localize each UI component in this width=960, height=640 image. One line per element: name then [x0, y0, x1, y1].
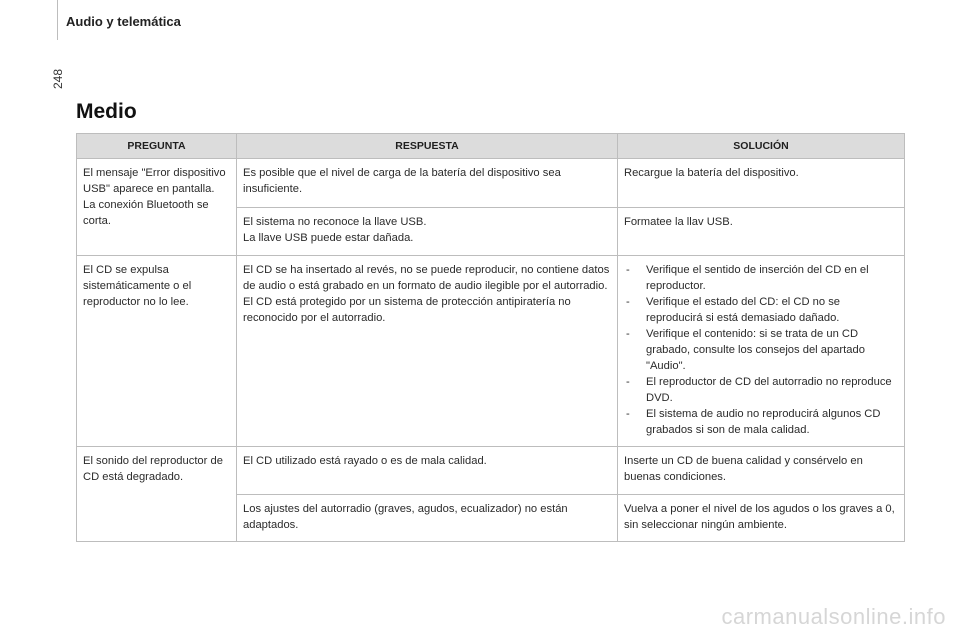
solution-text: Recargue la batería del dispositivo. [624, 167, 799, 179]
column-header-question: PREGUNTA [77, 134, 237, 159]
list-item: - Verifique el sentido de inserción del CD en el reproductor. [624, 262, 898, 294]
answer-text: El sistema no reconoce la llave USB. [243, 216, 427, 228]
watermark-text: carmanualsonline.info [721, 604, 946, 629]
question-cell [77, 159, 237, 256]
table-row [77, 447, 905, 495]
solution-cell [618, 495, 905, 542]
solution-cell [618, 208, 905, 256]
question-cell [77, 447, 237, 542]
question-cell [77, 256, 237, 447]
list-item: - Verifique el contenido: si se trata de un CD grabado, consulte los consejos del apartado "Audio". [624, 326, 898, 374]
answer-cell [237, 256, 618, 447]
column-header-answer: RESPUESTA [237, 134, 618, 159]
solution-text: Formatee la llav USB. [624, 216, 733, 228]
answer-text: Es posible que el nivel de carga de la batería del dispositivo sea insuficiente. [243, 167, 561, 195]
chapter-title: Audio y telemática [66, 14, 181, 29]
answer-cell [237, 447, 618, 495]
answer-cell [237, 159, 618, 208]
solution-text: Vuelva a poner el nivel de los agudos o los graves a 0, sin seleccionar ningún ambiente. [624, 503, 895, 531]
answer-text: El CD utilizado está rayado o es de mala calidad. [243, 455, 487, 467]
answer-cell [237, 208, 618, 256]
table-row [77, 159, 905, 208]
header-divider-line [57, 0, 58, 40]
question-text: El mensaje "Error dispositivo USB" aparece en pantalla. [83, 167, 226, 195]
answer-text: El CD se ha insertado al revés, no se puede reproducir, no contiene datos de audio o está grabado en un formato de audio ilegible por el autorradio. [243, 264, 610, 292]
solution-cell [618, 447, 905, 495]
troubleshooting-table [76, 133, 905, 542]
answer-text: La llave USB puede estar dañada. [243, 232, 414, 244]
table-row [77, 256, 905, 447]
table-header-row [77, 134, 905, 159]
list-item: - El reproductor de CD del autorradio no reproduce DVD. [624, 374, 898, 406]
question-text: La conexión Bluetooth se corta. [83, 199, 209, 227]
question-text: El sonido del reproductor de CD está degradado. [83, 455, 223, 483]
list-item: - El sistema de audio no reproducirá algunos CD grabados si son de mala calidad. [624, 406, 898, 438]
answer-cell [237, 495, 618, 542]
answer-text: El CD está protegido por un sistema de protección antipiratería no reconocido por el autorradio. [243, 296, 571, 324]
page-number: 248 [51, 68, 65, 90]
solution-list [624, 262, 898, 438]
solution-text: Inserte un CD de buena calidad y consérvelo en buenas condiciones. [624, 455, 863, 483]
list-item: - Verifique el estado del CD: el CD no se reproducirá si está demasiado dañado. [624, 294, 898, 326]
answer-text: Los ajustes del autorradio (graves, agudos, ecualizador) no están adaptados. [243, 503, 568, 531]
column-header-solution: SOLUCIÓN [618, 134, 905, 159]
solution-cell [618, 256, 905, 447]
section-title: Medio [76, 100, 137, 123]
solution-cell [618, 159, 905, 208]
question-text: El CD se expulsa sistemáticamente o el reproductor no lo lee. [83, 264, 192, 308]
